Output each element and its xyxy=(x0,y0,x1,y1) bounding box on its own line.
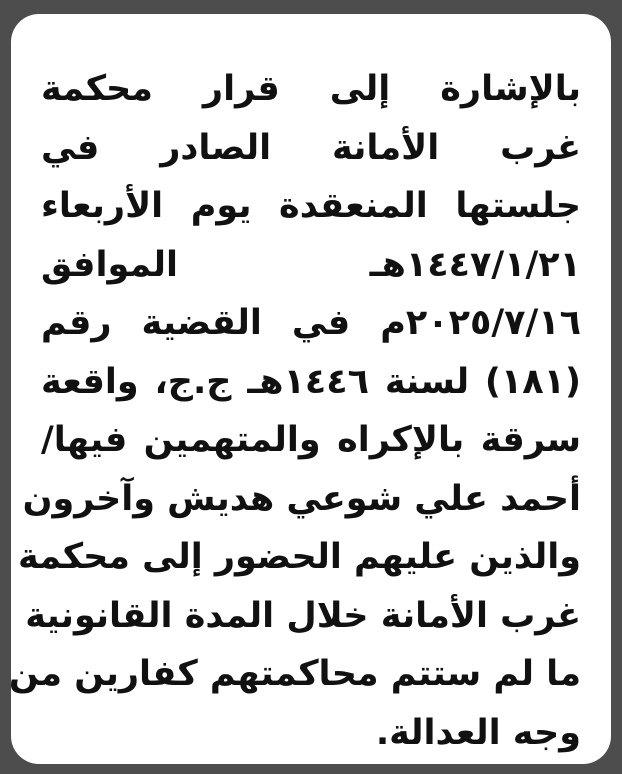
notice-line-6: (١٨١) لسنة ١٤٤٦هـ ج.ج، واقعة xyxy=(41,361,582,402)
notice-line-11: ما لم ستتم محاكمتهم كفارين من xyxy=(8,654,581,694)
notice-text xyxy=(8,60,582,762)
notice-line-8: أحمد علي شوعي هديش وآخرون xyxy=(22,478,581,519)
notice-line-7: سرقة بالإكراه والمتهمين فيها/ xyxy=(41,420,581,460)
notice-line-9: والذين عليهم الحضور إلى محكمة xyxy=(18,537,581,577)
notice-line-5: ٢٠٢٥/٧/١٦م في القضية رقم xyxy=(41,303,581,343)
notice-line-10: غرب الأمانة خلال المدة القانونية xyxy=(25,595,581,636)
notice-line-2: غرب الأمانة الصادر في xyxy=(41,127,581,168)
notice-line-4: ١٤٤٧/١/٢١هـ الموافق xyxy=(41,244,581,285)
notice-line-12: وجه العدالة. xyxy=(375,712,581,753)
notice-card xyxy=(8,14,611,764)
notice-line-1: بالإشارة إلى قرار محكمة xyxy=(41,69,581,109)
notice-line-3: جلستها المنعقدة يوم الأربعاء xyxy=(41,186,581,226)
